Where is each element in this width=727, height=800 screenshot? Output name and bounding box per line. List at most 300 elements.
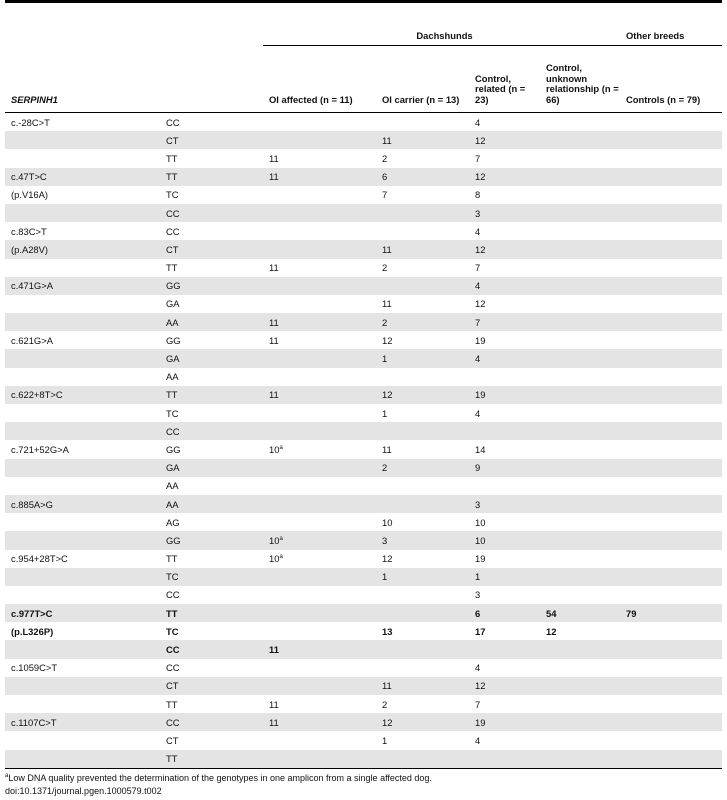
oi-carrier-cell: 11 xyxy=(376,131,469,149)
control-unknown-cell xyxy=(540,349,620,367)
oi-carrier-cell: 6 xyxy=(376,168,469,186)
control-unknown-cell xyxy=(540,295,620,313)
oi-carrier-cell: 11 xyxy=(382,443,392,455)
footnote-marker: a xyxy=(279,444,283,451)
control-unknown-cell xyxy=(540,550,620,568)
controls-other-cell xyxy=(620,477,722,495)
oi-carrier-cell: 12 xyxy=(382,553,393,565)
table-row xyxy=(5,659,722,677)
oi-affected-cell xyxy=(263,204,376,222)
control-unknown-cell xyxy=(540,204,620,222)
variant-cell xyxy=(5,149,160,167)
controls-other-cell xyxy=(620,204,722,222)
oi-carrier-cell xyxy=(376,113,469,132)
control-related-cell: 4 xyxy=(469,277,540,295)
controls-other-cell xyxy=(620,295,722,313)
controls-other-cell xyxy=(620,131,722,149)
oi-carrier-cell xyxy=(376,750,469,769)
oi-affected-cell: 11 xyxy=(269,698,279,710)
table-row xyxy=(5,477,722,495)
variant-cell xyxy=(5,586,160,604)
variant-cell xyxy=(5,677,160,695)
oi-affected-cell xyxy=(263,477,376,495)
controls-other-cell xyxy=(620,695,722,713)
controls-other-cell xyxy=(620,586,722,604)
controls-other-cell xyxy=(620,731,722,749)
oi-affected-cell xyxy=(263,295,376,313)
oi-affected-cell: 10$^a$ xyxy=(269,443,283,455)
oi-carrier-cell: 1 xyxy=(382,407,388,419)
oi-affected-cell xyxy=(263,186,376,204)
genotype-cell: CT xyxy=(160,677,263,695)
oi-affected-cell xyxy=(263,586,376,604)
table-row xyxy=(5,259,722,277)
oi-affected-cell: 11 xyxy=(263,386,376,404)
control-related-cell: 12 xyxy=(469,131,540,149)
control-related-cell: 12 xyxy=(469,240,540,258)
control-unknown-cell xyxy=(540,404,620,422)
table-row xyxy=(5,640,722,658)
table-row xyxy=(5,368,722,386)
variant-cell: (p.A28V) xyxy=(5,240,160,258)
controls-other-cell xyxy=(620,568,722,586)
table-row xyxy=(5,168,722,186)
controls-other-cell xyxy=(620,349,722,367)
table-row xyxy=(5,113,722,132)
oi-affected-cell xyxy=(263,622,376,640)
control-related-cell: 7 xyxy=(475,698,481,710)
oi-carrier-cell: 2 xyxy=(382,262,388,274)
control-related-cell: 7 xyxy=(469,313,540,331)
group-dachshunds: Dachshunds xyxy=(263,26,620,46)
variant-cell xyxy=(5,695,160,713)
control-unknown-cell xyxy=(540,677,620,695)
oi-carrier-cell: 2 xyxy=(376,459,469,477)
control-unknown-cell xyxy=(540,168,620,186)
table-row xyxy=(5,440,722,458)
table-row xyxy=(5,313,722,331)
genotype-cell: AA xyxy=(166,371,179,383)
controls-other-cell xyxy=(620,186,722,204)
oi-affected-cell: 11 xyxy=(269,152,279,164)
controls-other-cell xyxy=(620,422,722,440)
control-related-cell: 4 xyxy=(475,225,481,237)
table-row xyxy=(5,222,722,240)
variant-cell xyxy=(5,731,160,749)
table-row xyxy=(5,713,722,731)
oi-affected-cell: 11 xyxy=(263,713,376,731)
genotype-cell: TT xyxy=(160,386,263,404)
variant-cell xyxy=(5,259,160,277)
table-row xyxy=(5,495,722,513)
control-unknown-cell xyxy=(540,368,620,386)
genotype-table xyxy=(5,26,722,769)
oi-affected-cell xyxy=(263,131,376,149)
column-header-row xyxy=(5,46,722,113)
variant-cell xyxy=(5,640,160,658)
variant-cell xyxy=(5,750,160,769)
table-row xyxy=(5,550,722,568)
variant-cell xyxy=(5,568,160,586)
controls-other-cell xyxy=(620,440,722,458)
table-row xyxy=(5,186,722,204)
control-related-cell xyxy=(469,422,540,440)
oi-carrier-cell: 1 xyxy=(376,349,469,367)
table-row xyxy=(5,386,722,404)
table-row xyxy=(5,149,722,167)
oi-carrier-cell: 3 xyxy=(376,531,469,549)
control-unknown-cell xyxy=(540,750,620,769)
oi-affected-cell xyxy=(263,568,376,586)
oi-affected-cell xyxy=(263,404,376,422)
group-other-breeds: Other breeds xyxy=(620,26,722,46)
genotype-cell: CC xyxy=(160,640,263,658)
control-related-cell: 9 xyxy=(469,459,540,477)
oi-affected-cell: 11 xyxy=(263,313,376,331)
controls-other-cell xyxy=(620,713,722,731)
variant-cell xyxy=(5,131,160,149)
controls-other-cell xyxy=(620,459,722,477)
controls-other-cell xyxy=(620,531,722,549)
control-related-cell: 10 xyxy=(475,516,486,528)
genotype-cell: TT xyxy=(166,262,178,274)
control-unknown-cell xyxy=(540,259,620,277)
controls-other-cell xyxy=(620,677,722,695)
control-related-cell: 3 xyxy=(469,204,540,222)
genotype-cell: TT xyxy=(166,152,178,164)
control-unknown-cell xyxy=(540,731,620,749)
controls-other-cell xyxy=(620,368,722,386)
oi-carrier-cell xyxy=(376,422,469,440)
control-related-cell xyxy=(469,750,540,769)
control-unknown-cell xyxy=(540,277,620,295)
oi-affected-cell xyxy=(263,222,376,240)
table-row xyxy=(5,568,722,586)
genotype-cell: TC xyxy=(166,625,179,637)
genotype-cell: CC xyxy=(160,204,263,222)
controls-other-cell xyxy=(620,259,722,277)
control-related-cell: 7 xyxy=(475,152,481,164)
col-controls-other: Controls (n = 79) xyxy=(626,94,701,106)
genotype-cell: AA xyxy=(160,313,263,331)
control-related-cell: 1 xyxy=(469,568,540,586)
control-unknown-cell xyxy=(540,222,620,240)
controls-other-cell xyxy=(620,404,722,422)
control-related-cell: 4 xyxy=(475,407,481,419)
oi-affected-cell: 10$^a$ xyxy=(263,531,376,549)
control-related-cell: 14 xyxy=(475,443,486,455)
control-related-cell: 4 xyxy=(469,349,540,367)
variant-cell: c.621G>A xyxy=(11,334,53,346)
oi-carrier-cell: 11 xyxy=(376,677,469,695)
controls-other-cell: 79 xyxy=(620,604,722,622)
oi-affected-cell xyxy=(263,349,376,367)
oi-carrier-cell: 12 xyxy=(376,713,469,731)
oi-carrier-cell xyxy=(376,495,469,513)
oi-carrier-cell: 7 xyxy=(382,189,388,201)
variant-cell xyxy=(5,422,160,440)
genotype-cell: TC xyxy=(160,568,263,586)
variant-cell: c.885A>G xyxy=(5,495,160,513)
controls-other-cell xyxy=(620,640,722,658)
control-related-cell: 3 xyxy=(475,589,481,601)
top-rule xyxy=(5,0,722,3)
footnote-marker: a xyxy=(279,553,283,560)
variant-cell: c.954+28T>C xyxy=(11,553,68,565)
control-unknown-cell xyxy=(540,331,620,349)
controls-other-cell xyxy=(620,750,722,769)
oi-carrier-cell: 10 xyxy=(382,516,393,528)
controls-other-cell xyxy=(620,331,722,349)
table-row xyxy=(5,240,722,258)
genotype-cell: GA xyxy=(166,298,180,310)
control-unknown-cell xyxy=(540,149,620,167)
oi-carrier-cell: 12 xyxy=(382,334,393,346)
oi-carrier-cell: 2 xyxy=(382,152,388,164)
oi-affected-cell xyxy=(263,459,376,477)
control-unknown-cell xyxy=(540,440,620,458)
control-related-cell: 12 xyxy=(469,677,540,695)
oi-affected-cell xyxy=(263,513,376,531)
gene-header: SERPINH1 xyxy=(11,94,58,106)
table-row xyxy=(5,404,722,422)
group-header-row xyxy=(5,26,722,46)
genotype-cell: TC xyxy=(166,407,179,419)
control-unknown-cell xyxy=(540,531,620,549)
control-unknown-cell xyxy=(540,477,620,495)
controls-other-cell xyxy=(620,149,722,167)
control-unknown-cell xyxy=(540,386,620,404)
controls-other-cell xyxy=(620,168,722,186)
table-row xyxy=(5,331,722,349)
control-unknown-cell xyxy=(540,186,620,204)
control-related-cell: 19 xyxy=(469,713,540,731)
control-related-cell: 4 xyxy=(475,662,481,674)
oi-carrier-cell xyxy=(376,604,469,622)
control-unknown-cell xyxy=(540,659,620,677)
variant-cell: c.47T>C xyxy=(5,168,160,186)
control-unknown-cell xyxy=(540,640,620,658)
variant-cell xyxy=(5,204,160,222)
genotype-cell: CC xyxy=(166,589,180,601)
col-control-related: Control, related (n = 23) xyxy=(475,72,526,106)
table-row xyxy=(5,622,722,640)
table-row xyxy=(5,695,722,713)
controls-other-cell xyxy=(620,622,722,640)
control-related-cell: 19 xyxy=(475,553,486,565)
genotype-cell: AA xyxy=(160,495,263,513)
oi-carrier-cell xyxy=(376,659,469,677)
control-related-cell: 4 xyxy=(475,734,481,746)
variant-cell xyxy=(5,404,160,422)
oi-carrier-cell xyxy=(376,586,469,604)
genotype-cell: GG xyxy=(166,443,181,455)
controls-other-cell xyxy=(620,495,722,513)
controls-other-cell xyxy=(620,550,722,568)
genotype-cell: CT xyxy=(160,240,263,258)
control-unknown-cell xyxy=(540,513,620,531)
genotype-cell: TC xyxy=(166,189,179,201)
control-related-cell: 12 xyxy=(475,298,486,310)
control-related-cell: 19 xyxy=(469,386,540,404)
genotype-cell: CC xyxy=(166,116,180,128)
variant-cell xyxy=(5,349,160,367)
controls-other-cell xyxy=(620,386,722,404)
control-related-cell xyxy=(469,368,540,386)
genotype-cell: GG xyxy=(166,334,181,346)
control-related-cell: 3 xyxy=(469,495,540,513)
variant-cell: c.83C>T xyxy=(11,225,47,237)
control-related-cell: 17 xyxy=(475,625,486,637)
variant-cell: c.471G>A xyxy=(5,277,160,295)
oi-carrier-cell: 2 xyxy=(382,698,388,710)
oi-affected-cell: 11 xyxy=(269,262,279,274)
genotype-cell: CC xyxy=(160,713,263,731)
genotype-cell: CC xyxy=(160,422,263,440)
variant-cell: c.-28C>T xyxy=(11,116,50,128)
table-row xyxy=(5,586,722,604)
table-row xyxy=(5,750,722,769)
oi-affected-cell xyxy=(263,495,376,513)
oi-affected-cell xyxy=(263,277,376,295)
controls-other-cell xyxy=(620,240,722,258)
genotype-cell: TT xyxy=(160,168,263,186)
controls-other-cell xyxy=(620,113,722,132)
variant-cell xyxy=(5,459,160,477)
controls-other-cell xyxy=(620,513,722,531)
controls-other-cell xyxy=(620,313,722,331)
oi-affected-cell xyxy=(263,604,376,622)
oi-carrier-cell xyxy=(376,204,469,222)
col-control-unknown: Control, unknown relationship (n = 66) xyxy=(546,61,619,106)
genotype-cell: GA xyxy=(160,459,263,477)
col-oi-affected: OI affected (n = 11) xyxy=(269,94,353,106)
oi-carrier-cell: 2 xyxy=(376,313,469,331)
table-row xyxy=(5,731,722,749)
variant-cell: c.1107C>T xyxy=(5,713,160,731)
genotype-cell: TT xyxy=(160,604,263,622)
footnote-marker: a xyxy=(5,773,9,779)
control-related-cell: 7 xyxy=(475,262,481,274)
genotype-cell: TT xyxy=(166,553,178,565)
control-related-cell: 10 xyxy=(469,531,540,549)
genotype-cell: TT xyxy=(166,698,178,710)
genotype-cell: TT xyxy=(160,750,263,769)
controls-other-cell xyxy=(620,277,722,295)
control-related-cell: 4 xyxy=(475,116,481,128)
oi-carrier-cell xyxy=(376,368,469,386)
control-unknown-cell xyxy=(540,495,620,513)
controls-other-cell xyxy=(620,659,722,677)
genotype-cell: AA xyxy=(166,480,179,492)
genotype-cell: CC xyxy=(166,662,180,674)
table-row xyxy=(5,531,722,549)
oi-affected-cell xyxy=(263,677,376,695)
oi-affected-cell xyxy=(263,422,376,440)
control-unknown-cell xyxy=(540,313,620,331)
control-unknown-cell xyxy=(540,586,620,604)
oi-affected-cell xyxy=(263,113,376,132)
control-unknown-cell xyxy=(540,459,620,477)
control-related-cell xyxy=(469,640,540,658)
control-related-cell: 12 xyxy=(469,168,540,186)
oi-affected-cell: 10$^a$ xyxy=(269,553,283,565)
control-related-cell: 19 xyxy=(475,334,486,346)
control-related-cell xyxy=(469,477,540,495)
variant-cell xyxy=(5,295,160,313)
table-row xyxy=(5,295,722,313)
oi-carrier-cell: 11 xyxy=(376,240,469,258)
variant-cell xyxy=(5,513,160,531)
oi-carrier-cell: 1 xyxy=(382,734,388,746)
control-unknown-cell xyxy=(540,240,620,258)
oi-affected-cell xyxy=(263,750,376,769)
variant-cell xyxy=(5,531,160,549)
control-unknown-cell xyxy=(540,113,620,132)
table-row xyxy=(5,349,722,367)
footnote xyxy=(5,772,432,785)
footnote-text: Low DNA quality prevented the determination of the genotypes in one amplicon from a single affected dog. xyxy=(8,773,432,783)
genotype-cell: CT xyxy=(166,734,179,746)
oi-carrier-cell xyxy=(376,640,469,658)
oi-carrier-cell xyxy=(376,222,469,240)
controls-other-cell xyxy=(620,222,722,240)
genotype-cell: GG xyxy=(160,531,263,549)
doi: doi:10.1371/journal.pgen.1000579.t002 xyxy=(5,786,162,796)
table-row xyxy=(5,277,722,295)
genotype-cell: CC xyxy=(166,225,180,237)
control-unknown-cell xyxy=(540,422,620,440)
footnote-marker: a xyxy=(279,535,283,542)
control-related-cell: 6 xyxy=(469,604,540,622)
oi-affected-cell: 11 xyxy=(269,334,279,346)
control-unknown-cell: 54 xyxy=(540,604,620,622)
oi-carrier-cell xyxy=(376,477,469,495)
variant-cell xyxy=(5,477,160,495)
variant-cell: c.977T>C xyxy=(5,604,160,622)
variant-cell xyxy=(5,368,160,386)
table-body xyxy=(5,113,722,769)
control-related-cell: 8 xyxy=(475,189,481,201)
oi-carrier-cell: 1 xyxy=(376,568,469,586)
oi-carrier-cell: 13 xyxy=(382,625,393,637)
oi-carrier-cell: 12 xyxy=(376,386,469,404)
control-unknown-cell xyxy=(540,568,620,586)
oi-affected-cell: 11 xyxy=(263,640,376,658)
control-unknown-cell xyxy=(540,713,620,731)
oi-affected-cell xyxy=(263,659,376,677)
variant-cell: (p.L326P) xyxy=(11,625,54,637)
control-unknown-cell: 12 xyxy=(546,625,557,637)
table-row xyxy=(5,204,722,222)
table-row xyxy=(5,459,722,477)
oi-affected-cell: 11 xyxy=(263,168,376,186)
genotype-cell: GA xyxy=(160,349,263,367)
table-row xyxy=(5,604,722,622)
table-row xyxy=(5,131,722,149)
oi-carrier-cell: 11 xyxy=(382,298,392,310)
table-row xyxy=(5,677,722,695)
genotype-cell: GG xyxy=(160,277,263,295)
genotype-cell: AG xyxy=(166,516,180,528)
oi-affected-cell xyxy=(263,240,376,258)
variant-cell: (p.V16A) xyxy=(11,189,48,201)
oi-carrier-cell xyxy=(376,277,469,295)
variant-cell: c.721+52G>A xyxy=(11,443,69,455)
table-row xyxy=(5,513,722,531)
genotype-cell: CT xyxy=(160,131,263,149)
variant-cell: c.1059C>T xyxy=(11,662,58,674)
